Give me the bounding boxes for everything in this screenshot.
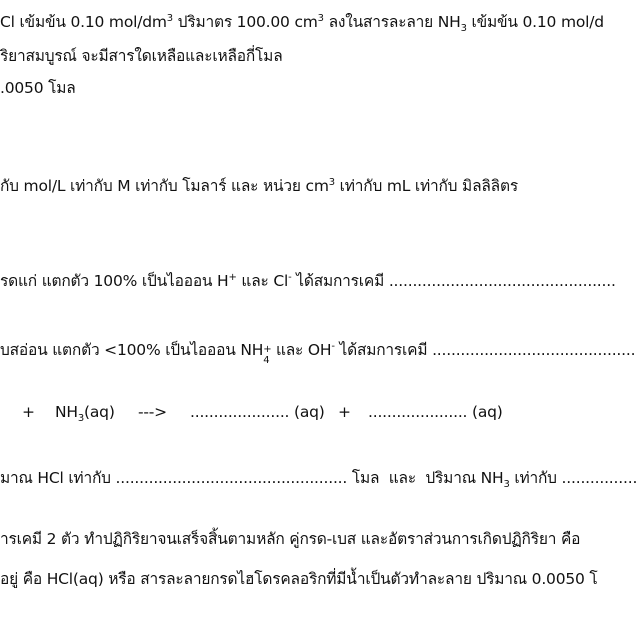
superscript: 3 — [166, 13, 173, 24]
amount-line — [0, 468, 637, 488]
text-segment: รดแก่ แตกตัว 100% เป็นไอออน H — [0, 272, 229, 290]
text-segment: ารเคมี 2 ตัว ทำปฏิกิริยาจนเสร็จสิ้นตามหลัก คู่กรด-เบส และอัตราส่วนการเกิดปฏิกิริยา คือ — [0, 530, 581, 548]
reaction-arrow: ---> — [138, 403, 167, 421]
text-segment: ปริมาตร 100.00 cm — [172, 13, 318, 31]
text-segment: ลงในสารละลาย NH — [323, 13, 461, 31]
text-segment: เท่ากับ ................ — [509, 469, 638, 487]
superscript: + — [228, 272, 237, 283]
text-segment: อยู่ คือ HCl(aq) หรือ สารละลายกรดไฮโดรคลอริกที่มีน้ำเป็นตัวทำละลาย ปริมาณ 0.0050 โ — [0, 570, 598, 588]
subscript: 3 — [503, 479, 510, 490]
text-segment: บสอ่อน แตกตัว <100% เป็นไอออน NH — [0, 341, 264, 359]
subscript: 3 — [460, 23, 467, 34]
unit-note-line — [0, 176, 518, 196]
text-segment: .0050 โมล — [0, 79, 76, 97]
text-segment: และ OH — [271, 341, 332, 359]
text-segment: ได้สมการเคมี ........................................... — [334, 341, 636, 359]
answer-line — [0, 78, 76, 98]
text-segment: ได้สมการเคมี ................................................ — [291, 272, 616, 290]
weak-base-line — [0, 340, 636, 366]
superscript: + — [263, 344, 272, 355]
subscript: 3 — [77, 413, 85, 424]
text-segment: กับ mol/L เท่ากับ M เท่ากับ โมลาร์ และ หน่วย cm — [0, 177, 329, 195]
plus-sign: + — [338, 403, 351, 421]
text-segment: ริยาสมบูรณ์ จะมีสารใดเหลือและเหลือกี่โมล — [0, 47, 283, 65]
text-segment: เท่ากับ mL เท่ากับ มิลลิลิตร — [334, 177, 518, 195]
strong-acid-line — [0, 271, 616, 291]
reaction-ratio-line — [0, 529, 580, 549]
question-line-2 — [0, 46, 283, 66]
question-line-1 — [0, 12, 604, 32]
text-segment: มาณ HCl เท่ากับ ................................................. โมล และ ปริมาณ NH — [0, 469, 504, 487]
subscript: 4 — [263, 355, 270, 366]
plus-sign: + — [22, 403, 35, 421]
superscript: 3 — [317, 13, 324, 24]
superscript: - — [288, 272, 292, 283]
blank-product-2: ..................... (aq) — [368, 403, 503, 421]
text-segment: NH — [55, 403, 78, 421]
text-segment: (aq) — [84, 403, 115, 421]
superscript: - — [331, 341, 335, 352]
ammonia-formula — [55, 402, 115, 422]
text-segment: เข้มข้น 0.10 mol/d — [466, 13, 604, 31]
sub-superscript — [263, 344, 272, 366]
text-segment: Cl เข้มข้น 0.10 mol/dm — [0, 13, 167, 31]
superscript: 3 — [328, 177, 335, 188]
blank-product-1: ..................... (aq) — [190, 403, 325, 421]
remaining-line — [0, 569, 598, 589]
text-segment: และ Cl — [236, 272, 289, 290]
